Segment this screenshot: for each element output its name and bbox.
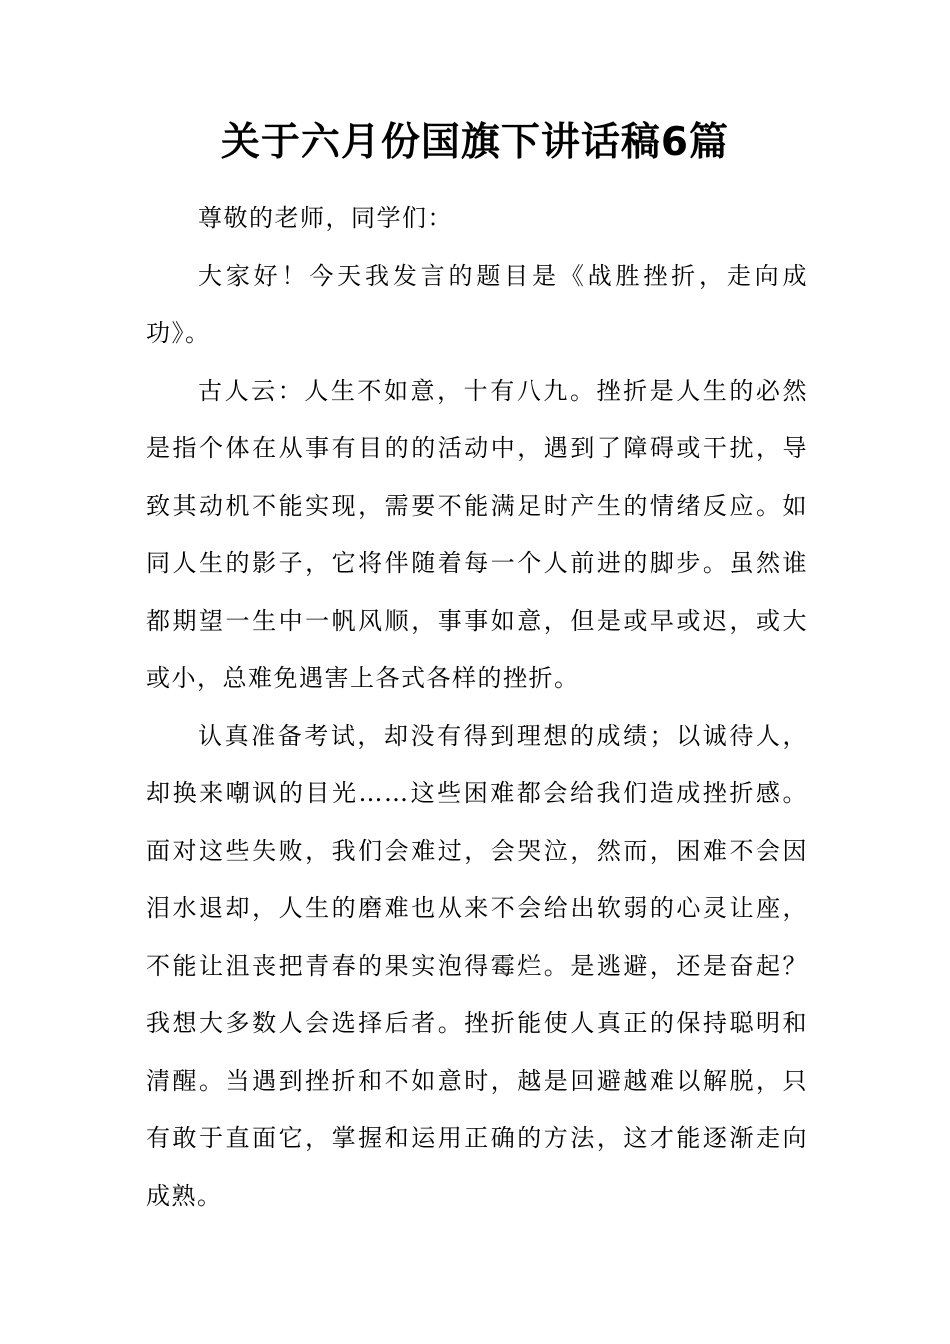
document-body — [146, 190, 808, 1225]
paragraph-salutation: 尊敬的老师，同学们： — [198, 204, 453, 232]
paragraph-2: 认真准备考试，却没有得到理想的成绩；以诚待人，却换来嘲讽的目光……这些困难都会给我们造成挫折感。面对这些失败，我们会难过，会哭泣，然而，困难不会因泪水退却，人生的磨难也从来不会给出软弱的心灵让座，不能让沮丧把青春的果实泡得霉烂。是逃避，还是奋起？我想大多数人会选择后者。挫折能使人真正的保持聪明和清醒。当遇到挫折和不如意时，越是回避越难以解脱，只有敢于直面它，掌握和运用正确的方法，这才能逐渐走向成熟。 — [146, 721, 808, 1210]
paragraph-1: 古人云：人生不如意，十有八九。挫折是人生的必然是指个体在从事有目的的活动中，遇到了障碍或干扰，导致其动机不能实现，需要不能满足时产生的情绪反应。如同人生的影子，它将伴随着每一个人前进的脚步。虽然谁都期望一生中一帆风顺，事事如意，但是或早或迟，或大或小，总难免遇害上各式各样的挫折。 — [146, 376, 808, 692]
paragraph-greeting: 大家好！今天我发言的题目是《战胜挫折，走向成功》。 — [146, 261, 808, 347]
document-title: 关于六月份国旗下讲话稿6篇 — [220, 120, 730, 165]
